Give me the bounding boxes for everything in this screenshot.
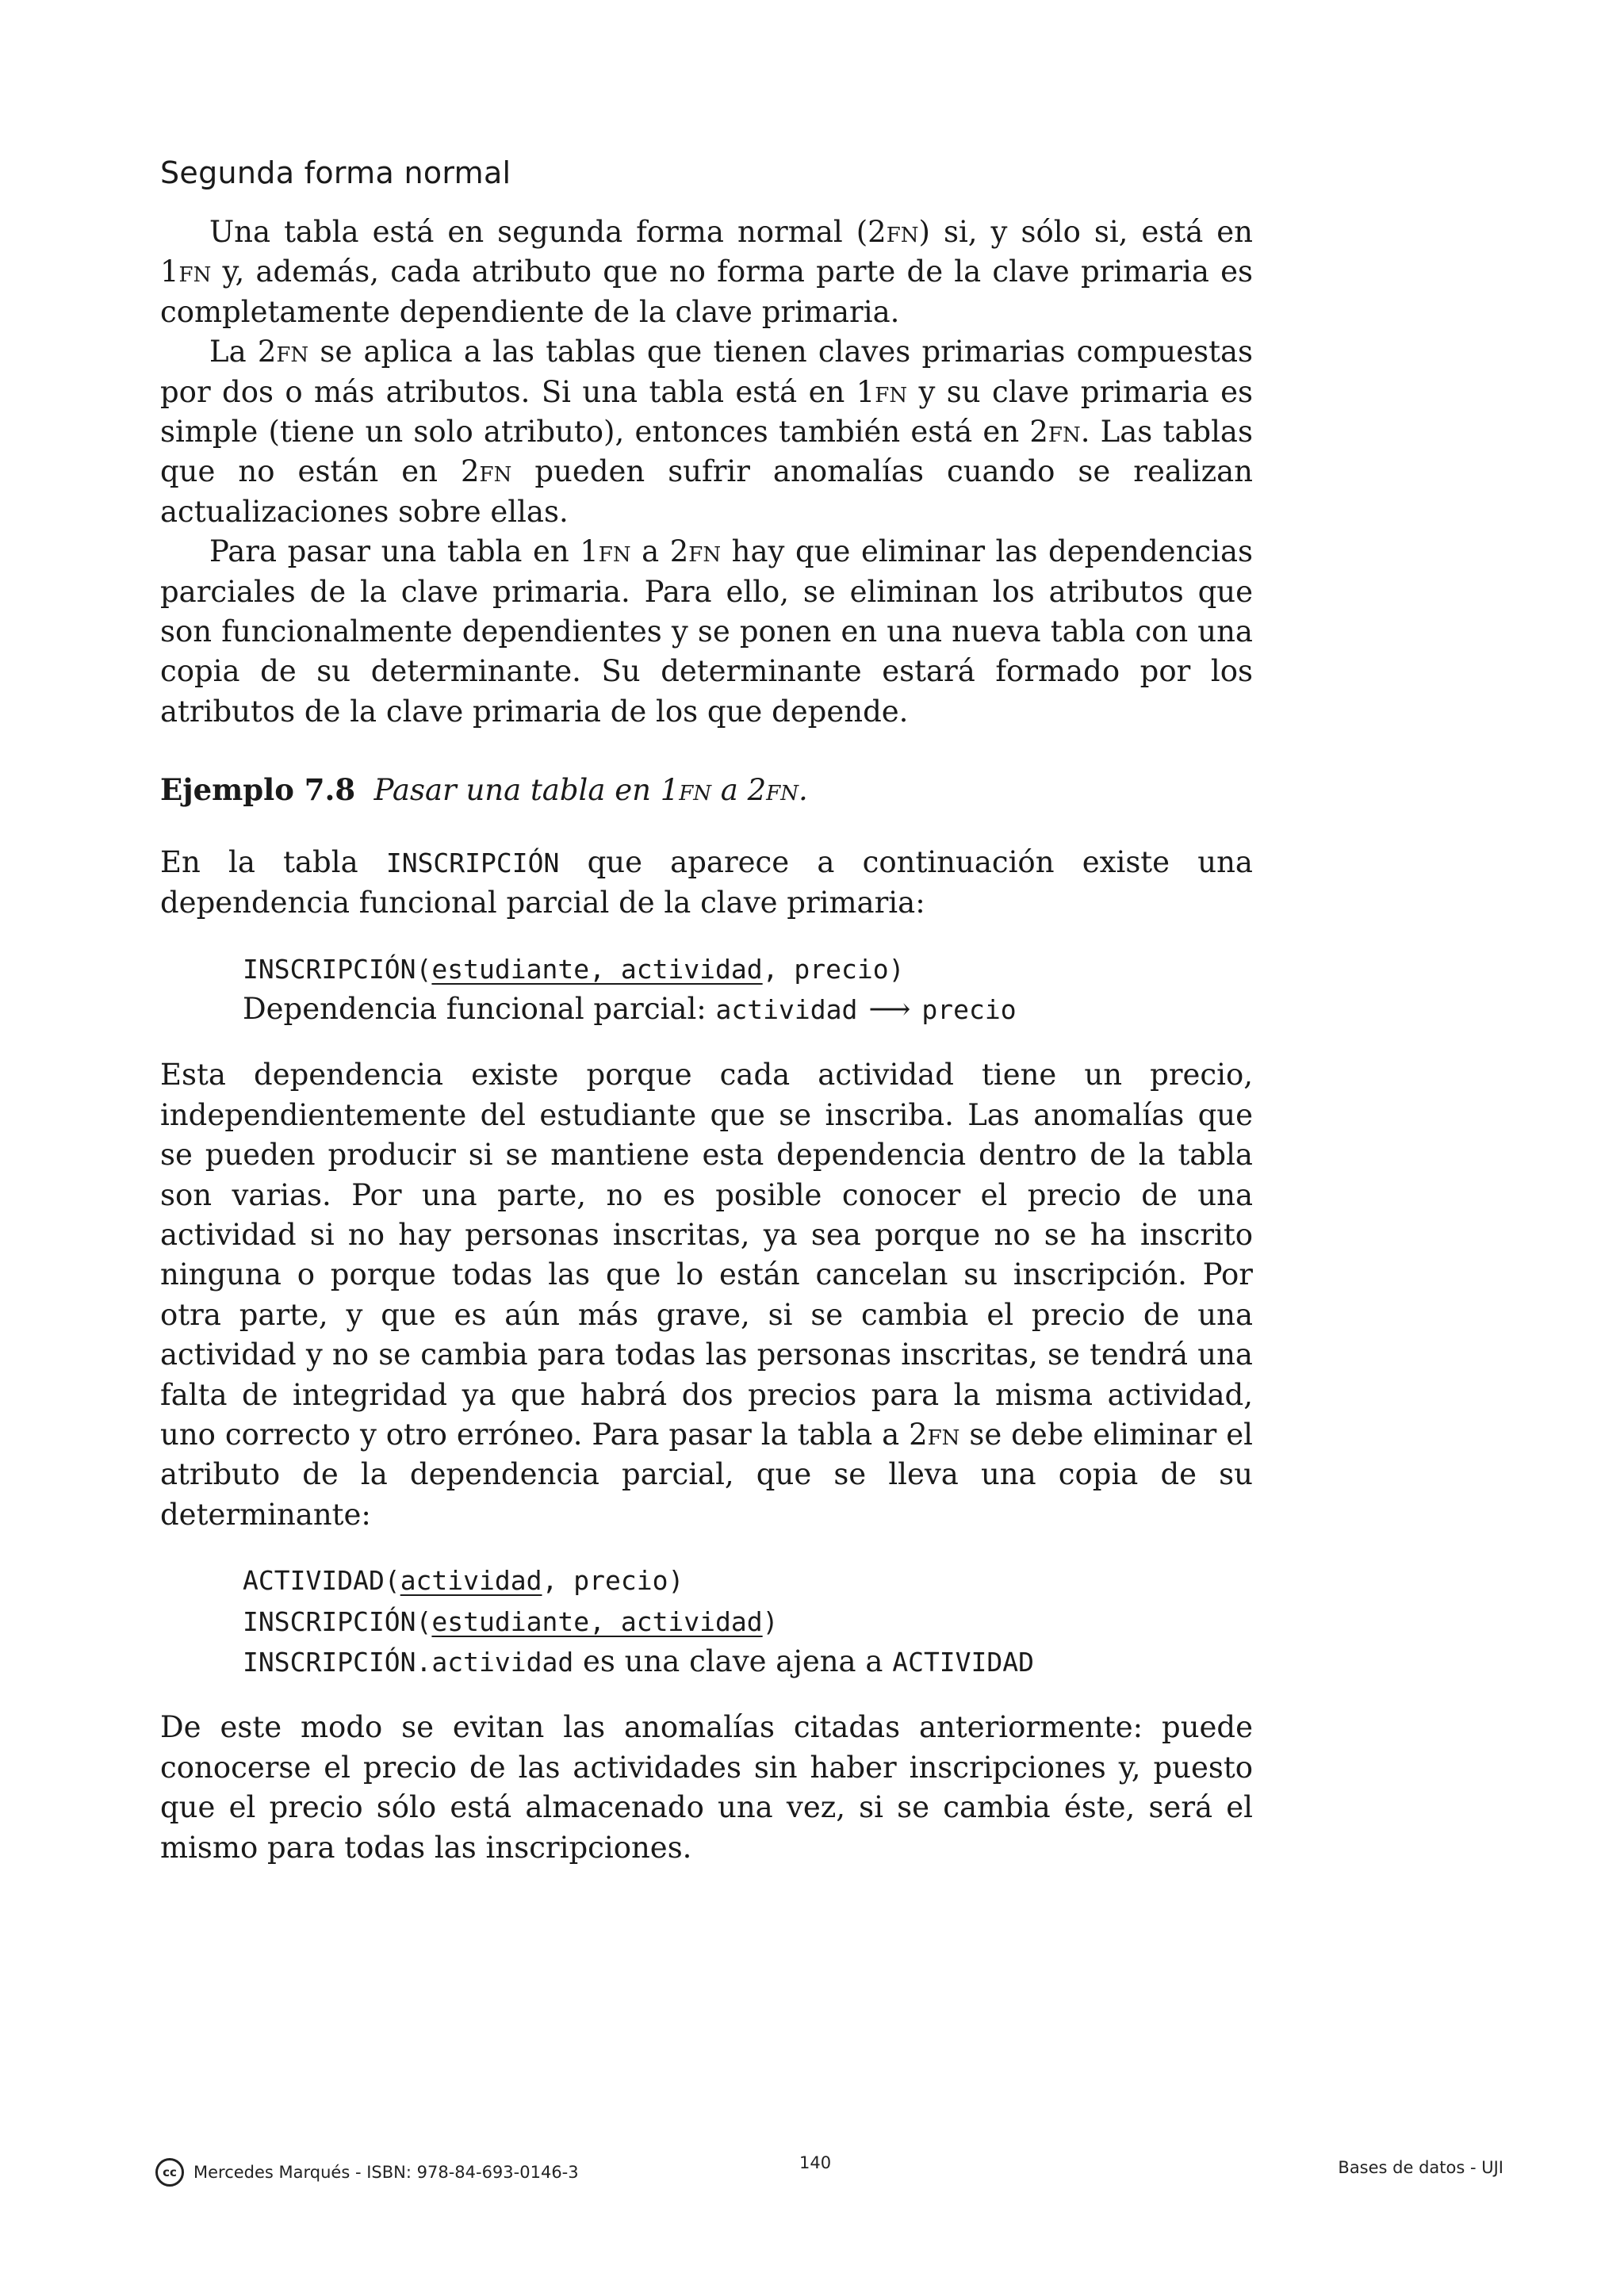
page-body [160,155,1253,1868]
page-number: 140 [799,2153,832,2172]
page-footer [155,2153,1503,2193]
footer-left [155,2158,579,2187]
paragraph-4: En la tabla INSCRIPCIÓN que aparece a continuación existe una dependencia funcional parcial de la clave primaria: [160,844,1253,920]
primary-key: estudiante, actividad [431,1605,763,1637]
example-label: Ejemplo 7.8 [160,772,356,808]
primary-key: actividad [400,1565,542,1597]
schema-block-1 [243,949,1253,1031]
section-title: Segunda forma normal [160,155,511,190]
long-right-arrow-icon: ⟶ [868,991,911,1026]
schema-actividad: ACTIVIDAD(actividad, precio) [243,1565,684,1597]
creative-commons-icon: cc [155,2158,184,2187]
schema-inscripcion: INSCRIPCIÓN(estudiante, actividad, precio) [243,953,905,985]
foreign-key-note: INSCRIPCIÓN.actividad es una clave ajena a ACTIVIDAD [243,1644,1035,1678]
paragraph-2: La 2fn se aplica a las tablas que tienen claves primarias compuestas por dos o más atributos. Si una tabla está en 1fn y su clave primaria es simple (tiene un solo atributo), entonces también está en 2fn. Las tablas que no están en 2fn pueden sufrir anomalías cuando se realizan actualizaciones sobre ellas. [160,335,1254,529]
paragraph-5: Esta dependencia existe porque cada actividad tiene un precio, independientemente del estudiante que se inscriba. Las anomalías que se pueden producir si se mantiene esta dependencia dentro de la tabla son varias. Por una parte, no es posible conocer el precio de una actividad si no hay personas inscritas, ya sea porque no se ha inscrito ninguna o porque todas las que lo están cancelan su inscripción. Por otra parte, y que es aún más grave, si se cambia el precio de una actividad y no se cambia para todas las personas inscritas, se tendrá una falta de integridad ya que habrá dos precios para la misma actividad, uno correcto y otro erróneo. Para pasar la tabla a 2fn se debe eliminar el atributo de la dependencia parcial, que se lleva una copia de su determinante: [160,1058,1253,1532]
primary-key: estudiante, actividad [431,953,763,985]
paragraph-1: Una tabla está en segunda forma normal (2fn) si, y sólo si, está en 1fn y, además, cada atributo que no forma parte de la clave primaria es completamente dependiente de la clave primaria. [160,215,1253,329]
schema-block-2 [243,1560,1253,1682]
paragraph-6: De este modo se evitan las anomalías citadas anteriormente: puede conocerse el precio de las actividades sin haber inscripciones y, puesto que el precio sólo está almacenado una vez, si se cambia éste, será el mismo para todas las inscripciones. [160,1710,1253,1865]
partial-dependency: Dependencia funcional parcial: actividad ⟶ precio [243,989,1253,1030]
paragraph-3: Para pasar una tabla en 1fn a 2fn hay que eliminar las dependencias parciales de la clave primaria. Para ello, se eliminan los atributos que son funcionalmente dependientes y se ponen en una nueva tabla con una copia de su determinante. Su determinante estará formado por los atributos de la clave primaria de los que depende. [160,534,1253,729]
schema-inscripcion-2fn: INSCRIPCIÓN(estudiante, actividad) [243,1605,779,1637]
example-title: Pasar una tabla en 1fn a 2fn. [373,773,808,808]
footer-author-isbn: Mercedes Marqués - ISBN: 978-84-693-0146-3 [193,2163,579,2182]
footer-book-title: Bases de datos - UJI [1338,2158,1503,2177]
example-heading [160,770,1253,810]
